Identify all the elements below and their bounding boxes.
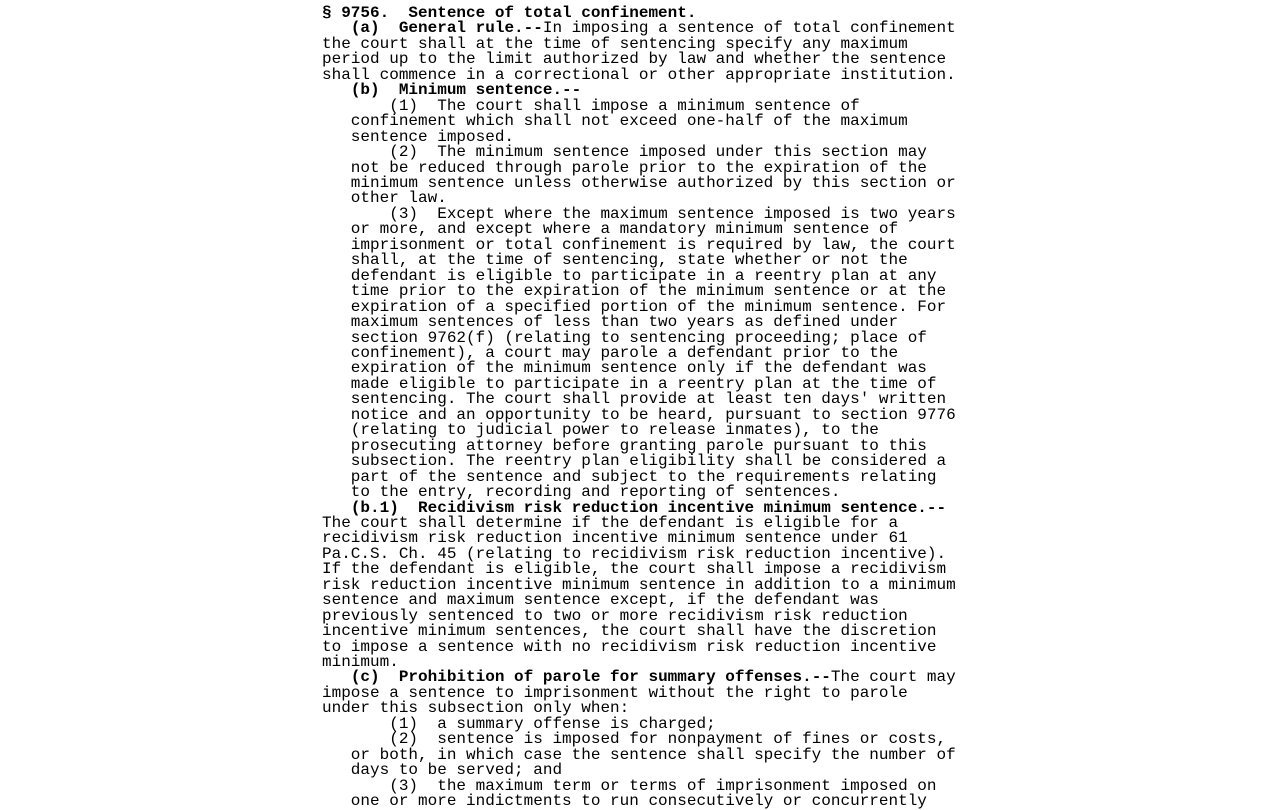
subsection-c-text: The court may impose a sentence to imprisonment without the right to parole under this subsection only when: — [322, 668, 956, 718]
subsection-c-paragraph-2: (2) sentence is imposed for nonpayment of fines or costs, or both, in which case the sentence shall specify the number of days to be served; and — [350, 730, 956, 780]
subsection-b-paragraph-1: (1) The court shall impose a minimum sentence of confinement which shall not exceed one-half of the maximum sentence imposed. — [350, 96, 908, 146]
subsection-b-paragraph-2: (2) The minimum sentence imposed under this section may not be reduced through parole prior to the expiration of the minimum sentence unless otherwise authorized by this section or other law. — [350, 143, 956, 208]
section-heading: § 9756. Sentence of total confinement. — [322, 4, 697, 22]
subsection-c-label: (c) Prohibition of parole for summary offenses.-- — [350, 668, 831, 687]
statute-text — [322, 6, 956, 810]
subsection-b-paragraph-3: (3) Except where the maximum sentence imposed is two years or more, and except where a mandatory minimum sentence of imprisonment or total confinement is required by law, the court shall, at the time of sentencing, state whether or not the defendant is eligible to participate in a reentry plan at any time prior to the expiration of the minimum sentence or at the expiration of a specified portion of the minimum sentence. For maximum sentences of less than two years as defined under section 9762(f) (relating to sentencing proceeding; place of confinement), a court may parole a defendant prior to the expiration of the minimum sentence only if the defendant was made eligible to participate in a reentry plan at the time of sentencing. The court shall provide at least ten days' written notice and an opportunity to be heard, pursuant to section 9776 (relating to judicial power to release inmates), to the prosecuting attorney before granting parole pursuant to this subsection. The reentry plan eligibility shall be considered a part of the sentence and subject to the requirements relating to the entry, recording and reporting of sentences. — [350, 204, 956, 502]
subsection-a-text: In imposing a sentence of total confinement the court shall at the time of sentencing specify any maximum period up to the limit authorized by law and whether the sentence shall commence in a correctional or other appropriate institution. — [322, 19, 956, 84]
subsection-b-label: (b) Minimum sentence.-- — [350, 81, 582, 100]
subsection-b1-text: The court shall determine if the defendant is eligible for a recidivism risk reduction incentive minimum sentence under 61 Pa.C.S. Ch. 45 (relating to recidivism risk reduction incentive). If the defendant is eligible, the court shall impose a recidivism risk reduction incentive minimum sentence in addition to a minimum sentence and maximum sentence except, if the defendant was previously sentenced to two or more recidivism risk reduction incentive minimum sentences, the court shall have the discretion to impose a sentence with no recidivism risk reduction incentive minimum. — [322, 513, 956, 672]
subsection-a-label: (a) General rule.-- — [350, 19, 543, 38]
subsection-b1-label: (b.1) Recidivism risk reduction incentive minimum sentence.-- — [350, 498, 947, 517]
subsection-c-paragraph-1: (1) a summary offense is charged; — [389, 714, 716, 733]
subsection-c-paragraph-3: (3) the maximum term or terms of imprisonment imposed on one or more indictments to run consecutively or concurrently — [350, 776, 937, 810]
